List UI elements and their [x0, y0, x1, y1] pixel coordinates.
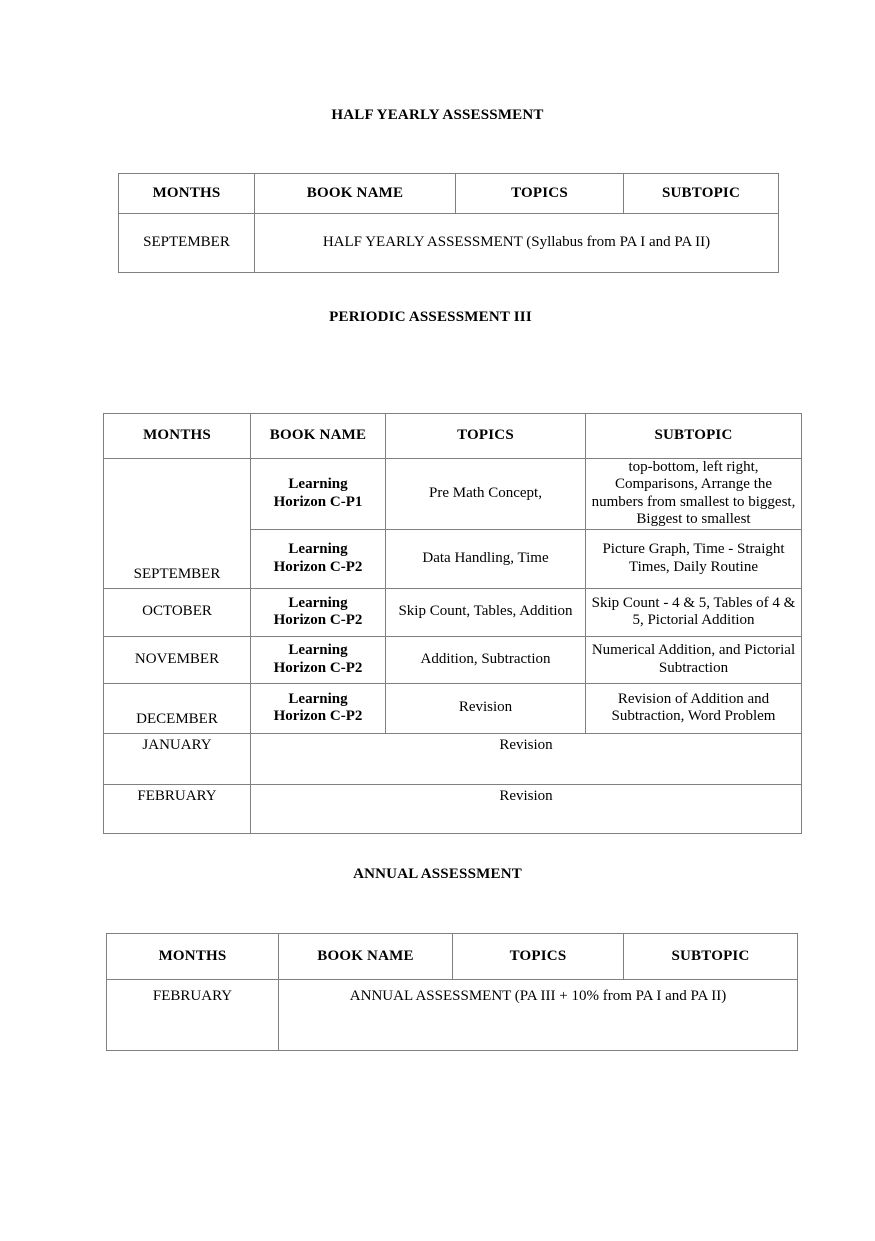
column-header-subtopic: SUBTOPIC	[586, 414, 802, 459]
cell-subtopic: Numerical Addition, and Pictorial Subtraction	[586, 636, 802, 683]
column-header-months: MONTHS	[107, 934, 279, 980]
book-line-2: Horizon C-P2	[273, 659, 363, 676]
column-header-subtopic: SUBTOPIC	[624, 174, 779, 214]
cell-month: FEBRUARY	[107, 980, 279, 1051]
cell-month: JANUARY	[104, 733, 251, 784]
table-header-row	[119, 174, 779, 214]
cell-book-name	[251, 636, 386, 683]
cell-month: SEPTEMBER	[119, 214, 255, 273]
cell-topics: Revision	[386, 683, 586, 733]
cell-topics: Data Handling, Time	[386, 529, 586, 588]
column-header-book-name: BOOK NAME	[251, 414, 386, 459]
cell-book-name	[251, 459, 386, 530]
book-line-1: Learning	[288, 476, 348, 493]
book-line-1: Learning	[288, 541, 348, 558]
cell-subtopic: Skip Count - 4 & 5, Tables of 4 & 5, Pictorial Addition	[586, 588, 802, 636]
table-row	[104, 588, 802, 636]
half-yearly-assessment-table	[118, 173, 779, 273]
table-row	[104, 683, 802, 733]
table-row	[104, 733, 802, 784]
cell-subtopic: top-bottom, left right, Comparisons, Arrange the numbers from smallest to biggest, Biggest to smallest	[586, 459, 802, 530]
column-header-topics: TOPICS	[386, 414, 586, 459]
cell-book-name	[251, 588, 386, 636]
cell-subtopic: Revision of Addition and Subtraction, Word Problem	[586, 683, 802, 733]
cell-assessment-detail: ANNUAL ASSESSMENT (PA III + 10% from PA I and PA II)	[279, 980, 798, 1051]
cell-topics: Skip Count, Tables, Addition	[386, 588, 586, 636]
cell-subtopic: Picture Graph, Time - Straight Times, Daily Routine	[586, 529, 802, 588]
column-header-book-name: BOOK NAME	[255, 174, 456, 214]
column-header-months: MONTHS	[104, 414, 251, 459]
heading-periodic-assessment-3: PERIODIC ASSESSMENT III	[329, 309, 532, 325]
table-row	[107, 980, 798, 1051]
cell-topics: Addition, Subtraction	[386, 636, 586, 683]
book-line-1: Learning	[288, 642, 348, 659]
column-header-topics: TOPICS	[453, 934, 624, 980]
cell-month: OCTOBER	[104, 588, 251, 636]
cell-assessment-detail: HALF YEARLY ASSESSMENT (Syllabus from PA I and PA II)	[255, 214, 779, 273]
column-header-topics: TOPICS	[456, 174, 624, 214]
annual-assessment-table	[106, 933, 798, 1051]
table-row	[104, 784, 802, 833]
heading-annual-assessment: ANNUAL ASSESSMENT	[353, 866, 522, 882]
heading-half-yearly-assessment: HALF YEARLY ASSESSMENT	[331, 107, 544, 123]
cell-month: NOVEMBER	[104, 636, 251, 683]
column-header-book-name: BOOK NAME	[279, 934, 453, 980]
cell-revision: Revision	[251, 733, 802, 784]
table-header-row	[107, 934, 798, 980]
book-line-1: Learning	[288, 690, 348, 707]
table-row	[104, 459, 802, 530]
cell-book-name	[251, 683, 386, 733]
column-header-months: MONTHS	[119, 174, 255, 214]
cell-month: DECEMBER	[104, 683, 251, 733]
cell-topics: Pre Math Concept,	[386, 459, 586, 530]
book-line-2: Horizon C-P2	[273, 612, 363, 629]
cell-month: SEPTEMBER	[104, 459, 251, 589]
table-header-row	[104, 414, 802, 459]
book-line-2: Horizon C-P2	[273, 708, 363, 725]
cell-book-name	[251, 529, 386, 588]
cell-month: FEBRUARY	[104, 784, 251, 833]
book-line-2: Horizon C-P1	[273, 493, 363, 510]
table-row	[119, 214, 779, 273]
periodic-assessment-3-table	[103, 413, 802, 834]
book-line-1: Learning	[288, 594, 348, 611]
column-header-subtopic: SUBTOPIC	[624, 934, 798, 980]
table-row	[104, 636, 802, 683]
book-line-2: Horizon C-P2	[273, 558, 363, 575]
cell-revision: Revision	[251, 784, 802, 833]
